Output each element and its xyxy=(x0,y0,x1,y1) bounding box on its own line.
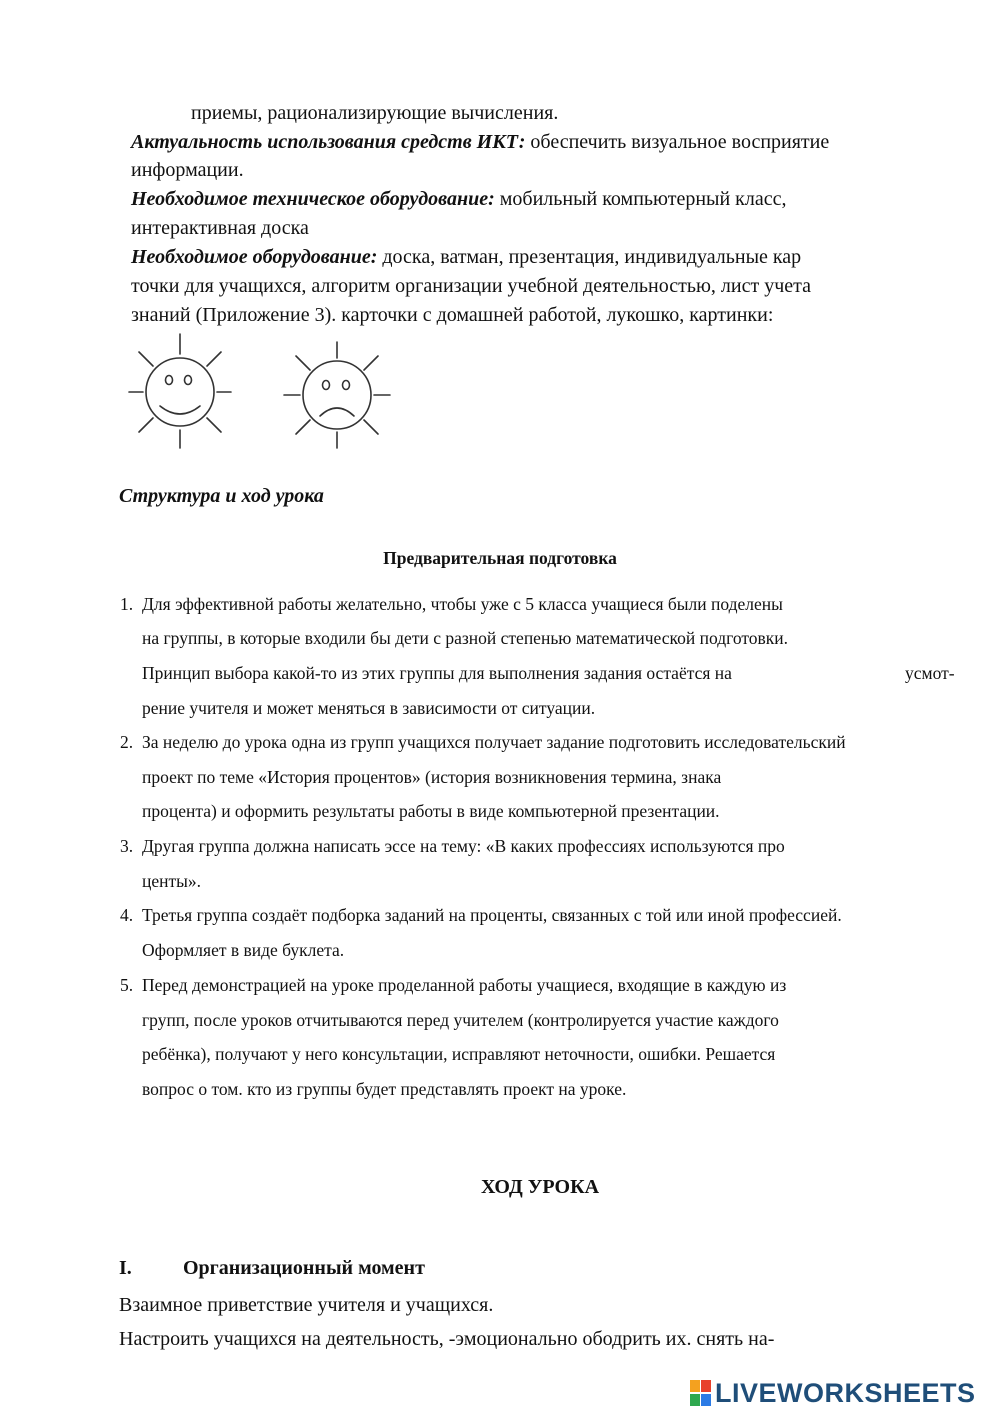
list-item-line: проект по теме «История процентов» (история возникновения термина, знака xyxy=(142,767,722,787)
structure-heading: Структура и ход урока xyxy=(119,485,324,507)
section-title: Организационный момент xyxy=(183,1257,425,1279)
list-item-number: 5. xyxy=(120,975,134,995)
tech-label: Необходимое техническое оборудование: xyxy=(131,188,495,210)
lesson-heading: ХОД УРОКА xyxy=(480,1176,600,1198)
prep-heading: Предварительная подготовка xyxy=(383,548,617,568)
list-item-line: Для эффективной работы желательно, чтобы уже с 5 класса учащиеся были поделены xyxy=(142,594,783,614)
list-item-line: Перед демонстрацией на уроке проделанной работы учащиеся, входящие в каждую из xyxy=(142,975,787,995)
equip-label: Необходимое оборудование: xyxy=(131,246,378,268)
intro-line: приемы, рационализирующие вычисления. xyxy=(191,102,559,124)
list-item-line-tail: усмот- xyxy=(905,663,955,683)
equip-text: доска, ватман, презентация, индивидуальные кар xyxy=(377,246,802,268)
list-item-line: Третья группа создаёт подборка заданий на проценты, связанных с той или иной профессией. xyxy=(142,905,842,925)
list-item-number: 1. xyxy=(120,594,134,614)
list-item-line: вопрос о том. кто из группы будет представлять проект на уроке. xyxy=(142,1079,627,1099)
list-item-line: процента) и оформить результаты работы в виде компьютерной презентации. xyxy=(142,801,720,821)
section-number: I. xyxy=(119,1257,132,1279)
list-item-line: групп, после уроков отчитываются перед учителем (контролируется участие каждого xyxy=(142,1010,779,1030)
equip-continuation-1: точки для учащихся, алгоритм организации учебной деятельностью, лист учета xyxy=(131,275,812,297)
ikt-text: обеспечить визуальное восприятие xyxy=(525,131,830,153)
logo-mark-icon xyxy=(690,1380,712,1406)
list-item-line: рение учителя и может меняться в зависимости от ситуации. xyxy=(142,698,596,718)
list-item-number: 2. xyxy=(120,732,134,752)
list-item-line: Принцип выбора какой-то из этих группы для выполнения задания остаётся на xyxy=(142,663,732,683)
tech-paragraph xyxy=(131,186,787,212)
list-item-line: За неделю до урока одна из групп учащихся получает задание подготовить исследовательский xyxy=(142,732,846,752)
list-item-line: центы». xyxy=(142,871,202,891)
section-line: Взаимное приветствие учителя и учащихся. xyxy=(119,1294,494,1316)
logo-text: LIVEWORKSHEETS xyxy=(715,1377,976,1408)
list-item-number: 3. xyxy=(120,836,134,856)
ikt-paragraph xyxy=(131,129,829,155)
happy-sun-icon xyxy=(125,330,235,450)
tech-text: мобильный компьютерный класс, xyxy=(494,188,787,210)
equip-paragraph xyxy=(131,244,801,270)
list-item-line: Оформляет в виде буклета. xyxy=(142,940,345,960)
list-item-line: Другая группа должна написать эссе на тему: «В каких профессиях используются про xyxy=(142,836,785,856)
list-item-number: 4. xyxy=(120,905,134,925)
list-item-line: на группы, в которые входили бы дети с разной степенью математической подготовки. xyxy=(142,628,789,648)
tech-continuation: интерактивная доска xyxy=(131,217,309,239)
ikt-continuation: информации. xyxy=(131,159,244,181)
ikt-label: Актуальность использования средств ИКТ: xyxy=(131,131,526,153)
equip-continuation-2: знаний (Приложение 3). карточки с домашней работой, лукошко, картинки: xyxy=(131,304,774,326)
liveworksheets-logo xyxy=(690,1378,990,1408)
sad-sun-icon xyxy=(282,340,392,450)
section-line: Настроить учащихся на деятельность, -эмоционально ободрить их. снять на- xyxy=(119,1328,775,1350)
list-item-line: ребёнка), получают у него консультации, исправляют неточности, ошибки. Решается xyxy=(142,1044,776,1064)
